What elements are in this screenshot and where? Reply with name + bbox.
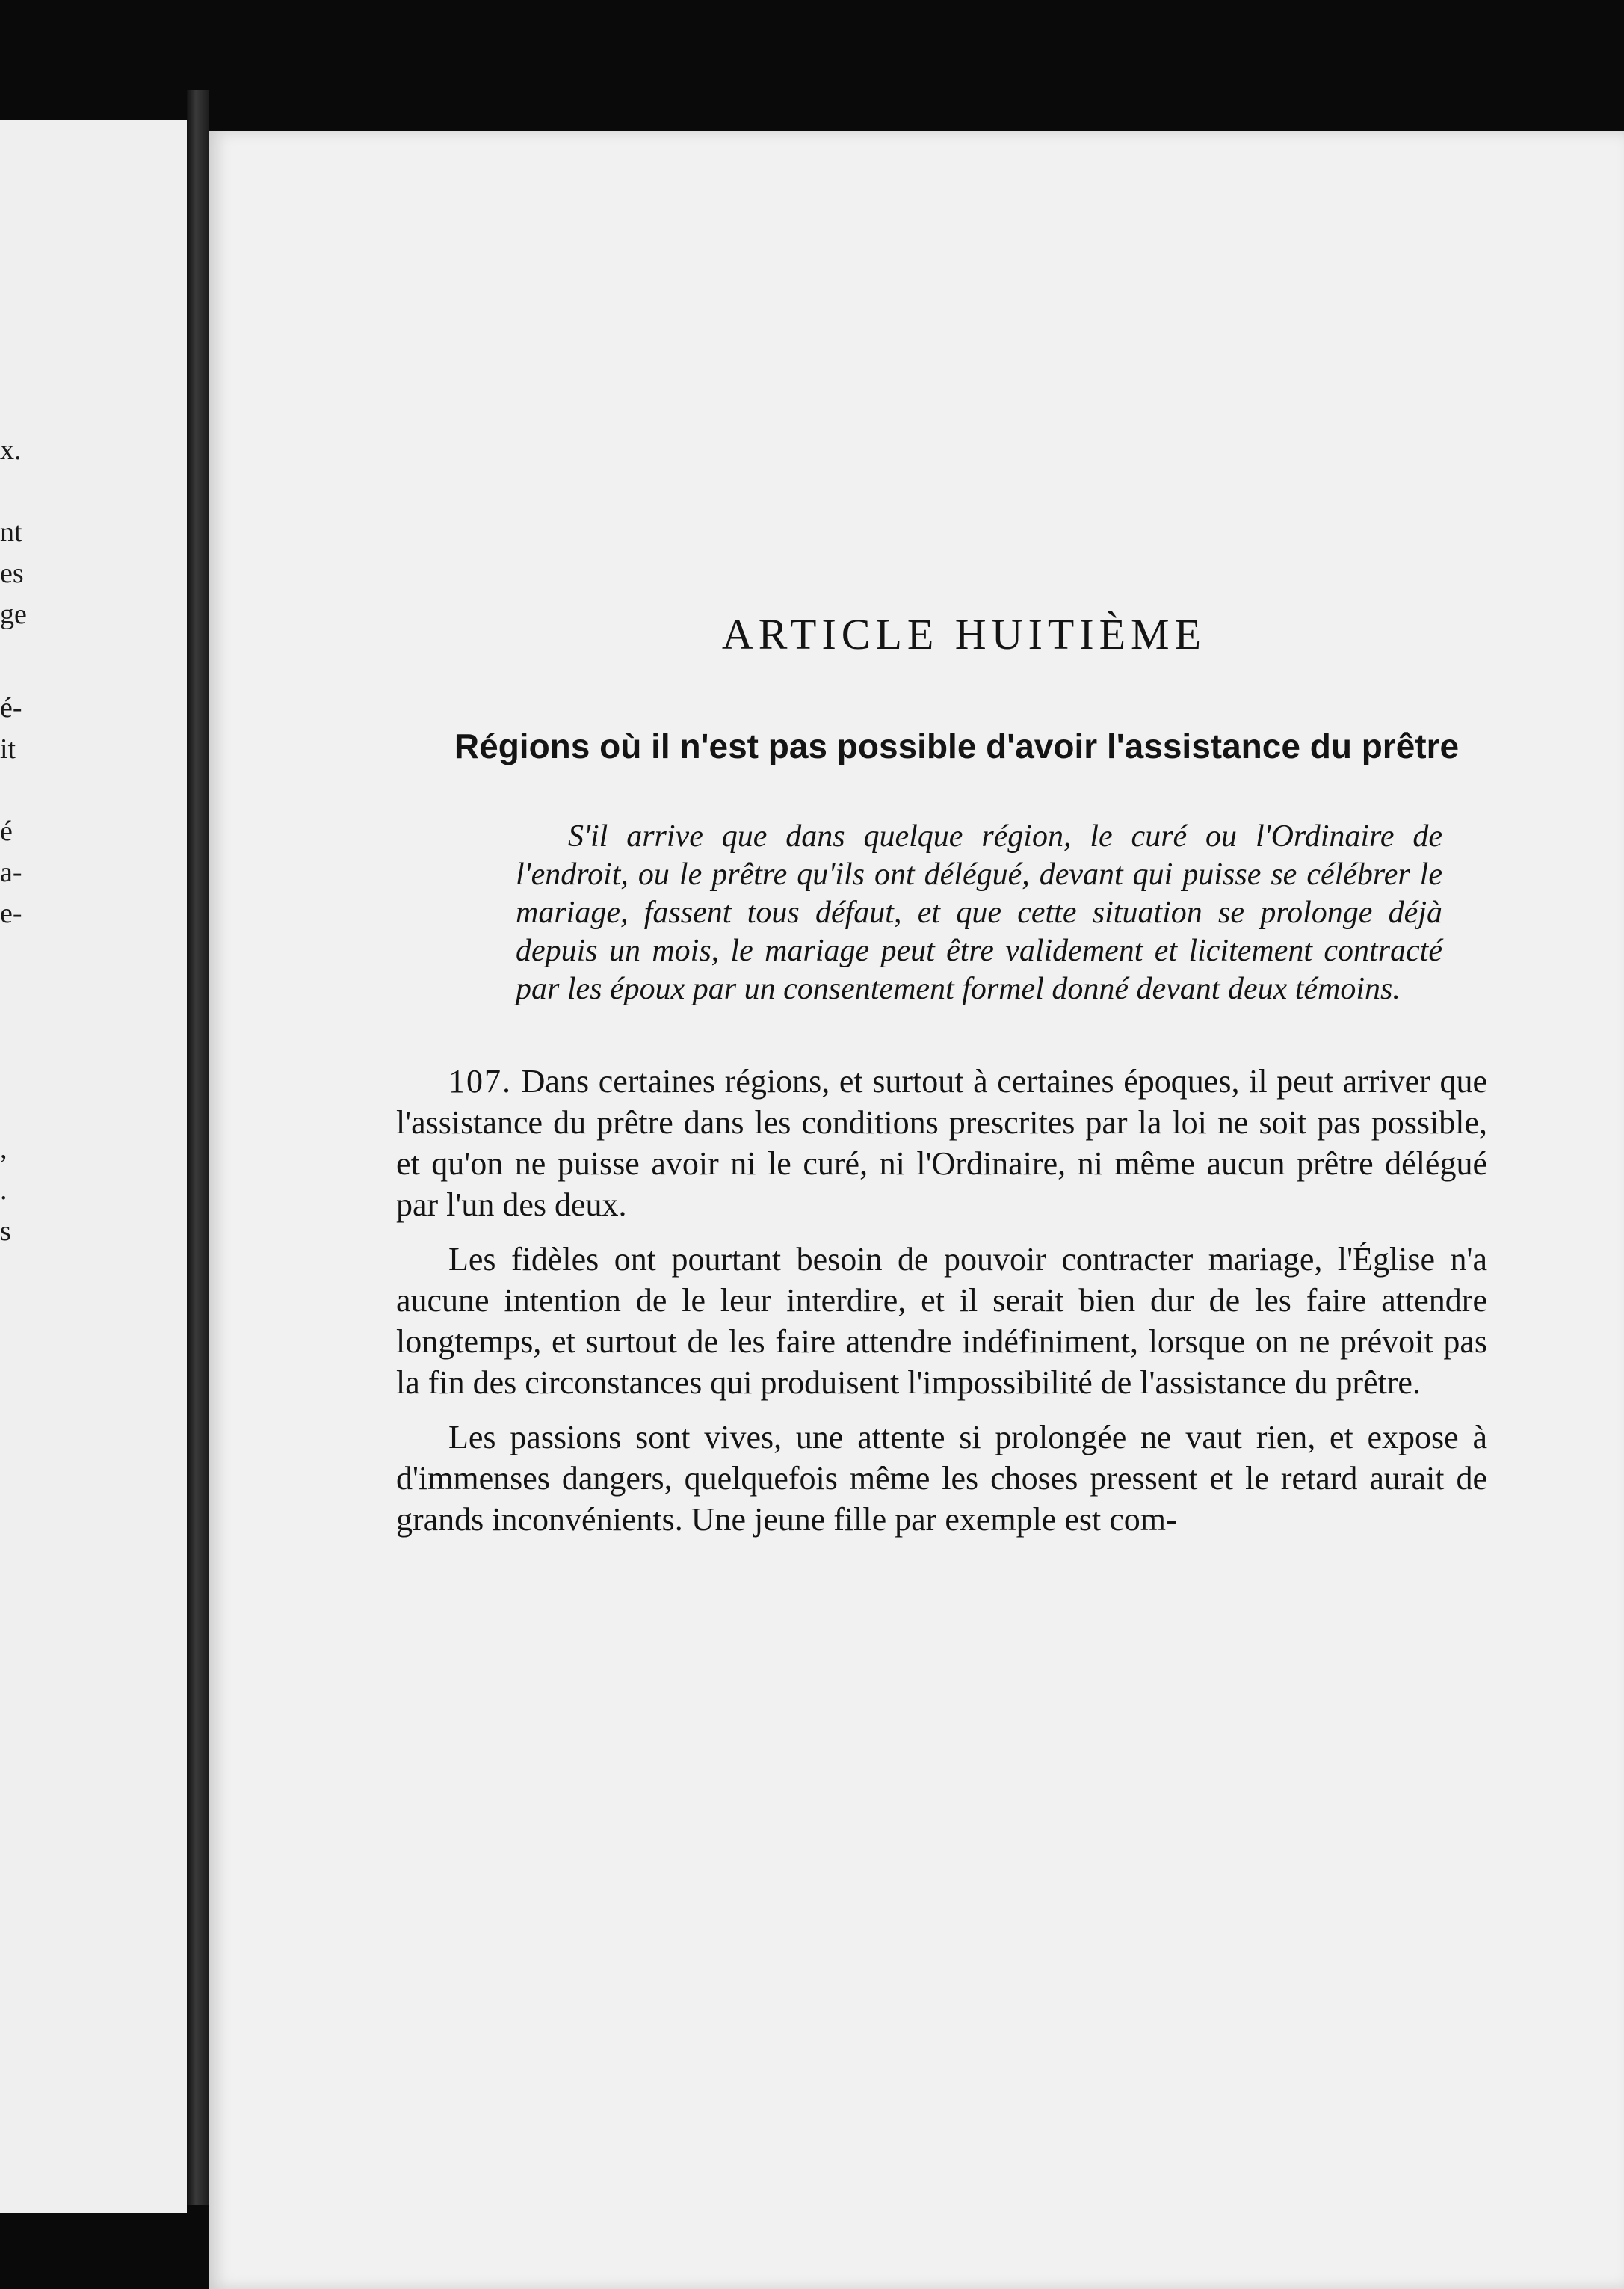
line-ending: é [0,816,13,847]
line-ending: nt [0,517,22,548]
paragraph: Les passions sont vives, une attente si prolongée ne vaut rien, et expose à d'immenses dangers, quelquefois même les choses pressent et le retard aurait de grands inconvénients. Une jeune fille par exemple est com- [396,1419,1487,1538]
line-ending: a- [0,857,22,888]
book-page [209,131,1624,2289]
line-ending: ge [0,599,27,630]
line-ending: . [0,1174,7,1206]
previous-page-text-fragments [0,120,187,2213]
article-heading: ARTICLE HUITIÈME [721,610,1207,659]
italic-summary: S'il arrive que dans quelque région, le curé ou l'Ordinaire de l'endroit, ou le prêtre qu'ils ont délégué, devant qui puisse se célébrer le mariage, fassent tous défaut, et que cette situation se prolonge déjà depuis un mois, le mariage peut être validement et licitement contracté par les époux par un consentement formel donné devant deux témoins. [516,819,1442,1006]
numbered-paragraph [396,1061,1487,1225]
line-ending: x. [0,434,22,466]
line-ending: é- [0,692,22,724]
line-ending: s [0,1216,11,1247]
line-ending: it [0,733,16,765]
line-ending: es [0,558,24,589]
line-ending: e- [0,898,22,929]
paragraph-text: Dans certaines régions, et surtout à certaines époques, il peut arriver que l'assistance du prêtre dans les conditions prescrites par la loi ne soit pas possible, et qu'on ne puisse avoir ni le curé, ni l'Ordinaire, ni même aucun prêtre délégué par l'un des deux. [396,1063,1487,1223]
line-ending: , [0,1133,7,1165]
page-content [396,609,1487,1553]
paragraph: Les fidèles ont pourtant besoin de pouvoir contracter mariage, l'Église n'a aucune intention de le leur interdire, et il serait bien dur de les faire attendre longtemps, et surtout de les faire attendre indéfiniment, lorsque on ne prévoit pas la fin des circonstances qui produisent l'impossibilité de l'assistance du prêtre. [396,1241,1487,1401]
previous-page-fragment [0,120,187,2213]
paragraph-number: 107. [448,1063,512,1100]
section-title: Régions où il n'est pas possible d'avoir l'assistance du prêtre [454,727,1460,765]
book-binding-gutter [187,90,209,2205]
